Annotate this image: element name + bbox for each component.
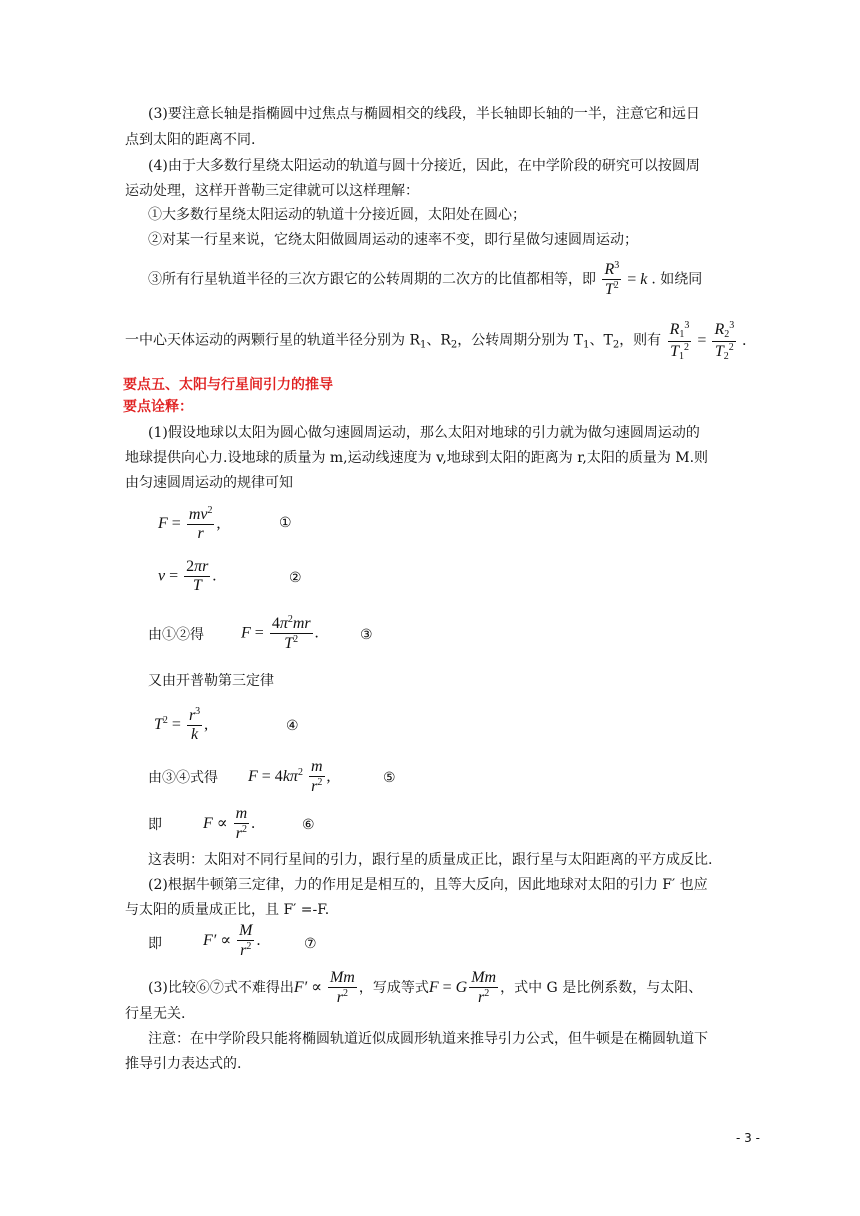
equation-5: $F = 4k\pi^2$ $\frac{m}{r^2}$ , [248, 758, 331, 796]
equation-5-prefix: 由③④式得 [148, 770, 218, 786]
equation-7: F′ ∝ $\frac{M}{r^2}$ . [203, 922, 261, 960]
two-planets-text-1: 一中心天体运动的两颗行星的轨道半径分别为 R [125, 332, 420, 349]
conclusion-line: 这表明：太阳对不同行星间的引力，跟行星的质量成正比，跟行星与太阳距离的平方成反比. [148, 852, 713, 868]
kepler-ratio-formula: $\frac{R^3}{T^2}$ = k [604, 260, 652, 299]
equation-5-label: ⑤ [383, 770, 396, 786]
equation-6-prefix: 即 [148, 817, 162, 833]
two-planets-text-2: 、R [426, 332, 451, 349]
derivation-1-line-2: 地球提供向心力.设地球的质量为 m,运动线速度为 v,地球到太阳的距离为 r,太阳的质量为 M.则 [125, 450, 709, 466]
two-planets-text-3: ，公转周期分别为 T [457, 332, 584, 349]
derivation-3-text-2: ，写成等式 [358, 980, 429, 997]
two-planets-text-4: 、T [589, 332, 613, 349]
two-planets-text-5: ，则有 [619, 332, 662, 349]
derivation-2-line-2: 与太阳的质量成正比，且 F′ =-F. [125, 902, 330, 918]
para-3-line-1: (3)要注意长轴是指椭圆中过焦点与椭圆相交的线段，半长轴即长轴的一半，注意它和远日 [148, 106, 700, 122]
two-planets-line: 一中心天体运动的两颗行星的轨道半径分别为 $R_1$、$R_2$，公转周期分别为 $T_1$、$T_2$，则有 $\frac{R_1^3}{T_1^2}$ = $\frac{R_2^3}{T_2^2}$ . [125, 320, 747, 362]
section-subheading: 要点诠释： [123, 399, 193, 415]
universal-gravity-formula: F = G $\frac{Mm}{r^2}$ [428, 969, 497, 1007]
list-item-3-text: ③所有行星轨道半径的三次方跟它的公转周期的二次方的比值都相等，即 [148, 271, 596, 288]
two-planets-formula: $\frac{R_1^3}{T_1^2}$ = $\frac{R_2^3}{T_2^2}$ . [669, 320, 747, 362]
equation-7-label: ⑦ [304, 936, 317, 952]
equation-3-prefix: 由①②得 [148, 627, 204, 643]
section-heading: 要点五、太阳与行星间引力的推导 [123, 377, 333, 393]
equation-2-label: ② [289, 570, 302, 586]
list-item-3 [148, 260, 702, 300]
para-3-line-2: 点到太阳的距离不同. [125, 132, 256, 148]
derivation-3-text-3: ，式中 G 是比例系数，与太阳、 [500, 980, 703, 997]
equation-6: F ∝ $\frac{m}{r^2}$ . [203, 805, 256, 843]
derivation-3-text-1: (3)比较⑥⑦式不难得出 [148, 980, 294, 997]
para-4-line-1: (4)由于大多数行星绕太阳运动的轨道与圆十分接近，因此，在中学阶段的研究可以按圆周 [148, 158, 700, 174]
equation-3-label: ③ [360, 627, 373, 643]
page-number: - 3 - [736, 1131, 760, 1145]
equation-1: F = $\frac{mv^2}{r}$ , [158, 505, 221, 543]
equation-2: v = $\frac{2\pi r}{T}$ . [158, 558, 217, 595]
equation-7-prefix: 即 [148, 936, 162, 952]
list-item-1: ①大多数行星绕太阳运动的轨道十分接近圆，太阳处在圆心； [148, 207, 526, 223]
derivation-2-line-1: (2)根据牛顿第三定律，力的作用足是相互的，且等大反向，因此地球对太阳的引力 F′ 也应 [148, 877, 708, 893]
derivation-3-line-1 [148, 969, 702, 1008]
equation-6-label: ⑥ [302, 817, 315, 833]
list-item-3-tail: . 如绕同 [651, 271, 703, 288]
note-line-2: 推导引力表达式的. [125, 1056, 242, 1072]
para-4-line-2: 运动处理，这样开普勒三定律就可以这样理解： [125, 183, 419, 199]
equation-3: F = $\frac{4\pi^2mr}{T^2}$ . [241, 614, 319, 653]
note-line-1: 注意：在中学阶段只能将椭圆轨道近似成圆形轨道来推导引力公式，但牛顿是在椭圆轨道下 [148, 1031, 708, 1047]
equation-1-label: ① [279, 515, 292, 531]
proportional-gravity-formula: F′ ∝ $\frac{Mm}{r^2}$ [293, 969, 355, 1007]
kepler-third-law-line: 又由开普勒第三定律 [148, 673, 274, 689]
equation-4-label: ④ [286, 718, 299, 734]
derivation-1-line-1: (1)假设地球以太阳为圆心做匀速圆周运动，那么太阳对地球的引力就为做匀速圆周运动的 [148, 425, 700, 441]
derivation-3-line-2: 行星无关. [125, 1006, 186, 1022]
derivation-1-line-3: 由匀速圆周运动的规律可知 [125, 475, 293, 491]
equation-4: $T^2$ = $\frac{r^3}{k}$ , [154, 706, 209, 744]
list-item-2: ②对某一行星来说，它绕太阳做圆周运动的速率不变，即行星做匀速圆周运动； [148, 232, 638, 248]
